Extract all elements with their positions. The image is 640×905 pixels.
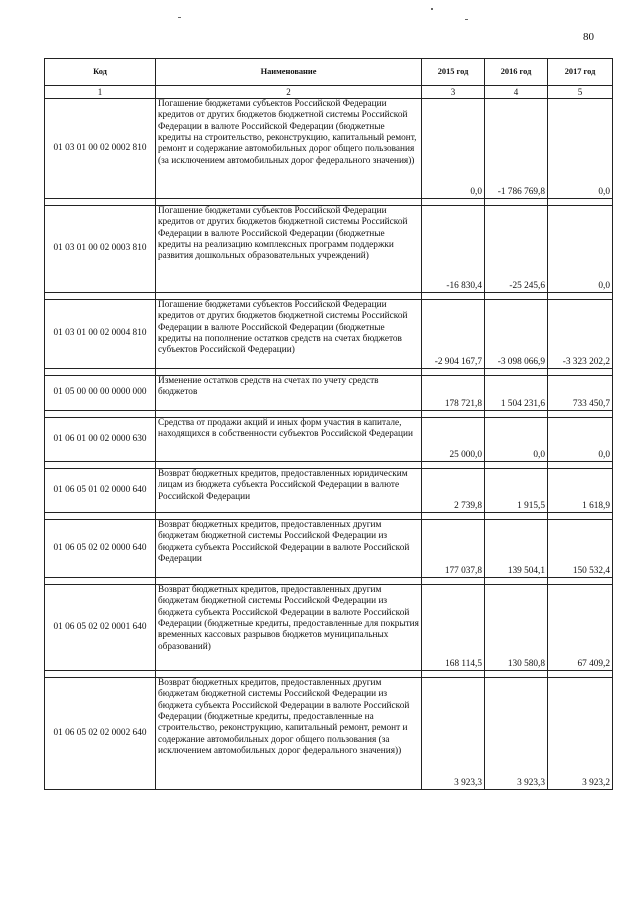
- table-row: [45, 469, 613, 513]
- value-2016: 3 923,3: [485, 678, 548, 790]
- row-name: Средства от продажи акций и иных форм участия в капитале, находящихся в собственности субъектов Российской Федерации: [156, 418, 422, 462]
- table-row: [45, 678, 613, 790]
- value-2017: 0,0: [548, 418, 613, 462]
- value-2017: -3 323 202,2: [548, 300, 613, 369]
- table-row: [45, 585, 613, 671]
- value-2016: -3 098 066,9: [485, 300, 548, 369]
- header-2015: 2015 год: [422, 59, 485, 86]
- value-2017: 67 409,2: [548, 585, 613, 671]
- row-gap: [45, 199, 613, 206]
- column-number: 3: [422, 86, 485, 99]
- column-number: 4: [485, 86, 548, 99]
- row-code: 01 03 01 00 02 0002 810: [45, 99, 156, 199]
- table-row: [45, 99, 613, 199]
- table-row: [45, 206, 613, 293]
- row-gap: [45, 671, 613, 678]
- value-2015: 178 721,8: [422, 376, 485, 411]
- value-2016: 1 915,5: [485, 469, 548, 513]
- value-2017: 150 532,4: [548, 520, 613, 578]
- column-number: 1: [45, 86, 156, 99]
- scan-speck: [431, 8, 433, 10]
- column-number: 2: [156, 86, 422, 99]
- value-2015: 3 923,3: [422, 678, 485, 790]
- row-gap: [45, 578, 613, 585]
- row-name: Погашение бюджетами субъектов Российской Федерации кредитов от других бюджетов бюджетной системы Российской Федерации в валюте Российской Федерации (бюджетные кредиты на строительство, реконструкцию, капитальный ремонт, ремонт и содержание автомобильных дорог общего пользования (за исключением автомобильных дорог федерального значения)): [156, 99, 422, 199]
- row-name: Возврат бюджетных кредитов, предоставленных юридическим лицам из бюджета субъекта Российской Федерации в валюте Российской Федерации: [156, 469, 422, 513]
- row-code: 01 06 05 01 02 0000 640: [45, 469, 156, 513]
- value-2017: 0,0: [548, 206, 613, 293]
- value-2015: 0,0: [422, 99, 485, 199]
- row-code: 01 06 01 00 02 0000 630: [45, 418, 156, 462]
- value-2016: 139 504,1: [485, 520, 548, 578]
- row-gap: [45, 462, 613, 469]
- scan-speck: [178, 17, 181, 18]
- value-2016: 130 580,8: [485, 585, 548, 671]
- header-2016: 2016 год: [485, 59, 548, 86]
- value-2017: 3 923,2: [548, 678, 613, 790]
- row-gap: [45, 293, 613, 300]
- row-name: Возврат бюджетных кредитов, предоставленных другим бюджетам бюджетной системы Российской Федерации из бюджета субъекта Российской Федерации в валюте Российской Федерации (бюджетные кредиты, предоставленные для покрытия временных кассовых разрывов бюджетов муниципальных образований): [156, 585, 422, 671]
- value-2017: 733 450,7: [548, 376, 613, 411]
- row-name: Изменение остатков средств на счетах по учету средств бюджетов: [156, 376, 422, 411]
- header-row: [45, 59, 613, 86]
- value-2015: 2 739,8: [422, 469, 485, 513]
- value-2015: 168 114,5: [422, 585, 485, 671]
- row-code: 01 05 00 00 00 0000 000: [45, 376, 156, 411]
- column-number: 5: [548, 86, 613, 99]
- table-row: [45, 300, 613, 369]
- table-row: [45, 376, 613, 411]
- page-number: 80: [583, 31, 594, 43]
- row-gap: [45, 369, 613, 376]
- row-gap: [45, 513, 613, 520]
- row-name: Погашение бюджетами субъектов Российской Федерации кредитов от других бюджетов бюджетной системы Российской Федерации в валюте Российской Федерации (бюджетные кредиты на пополнение остатков средств на счетах бюджетов субъектов Российской Федерации): [156, 300, 422, 369]
- header-code: Код: [45, 59, 156, 86]
- row-name: Погашение бюджетами субъектов Российской Федерации кредитов от других бюджетов бюджетной системы Российской Федерации в валюте Российской Федерации (бюджетные кредиты на реализацию комплексных программ поддержки развития дошкольных образовательных учреждений): [156, 206, 422, 293]
- value-2016: 1 504 231,6: [485, 376, 548, 411]
- row-code: 01 03 01 00 02 0003 810: [45, 206, 156, 293]
- row-gap: [45, 411, 613, 418]
- budget-sources-table: [44, 58, 613, 790]
- value-2015: 25 000,0: [422, 418, 485, 462]
- value-2015: -2 904 167,7: [422, 300, 485, 369]
- table-row: [45, 418, 613, 462]
- row-code: 01 06 05 02 02 0001 640: [45, 585, 156, 671]
- header-2017: 2017 год: [548, 59, 613, 86]
- row-code: 01 06 05 02 02 0000 640: [45, 520, 156, 578]
- row-code: 01 06 05 02 02 0002 640: [45, 678, 156, 790]
- value-2016: -1 786 769,8: [485, 99, 548, 199]
- value-2017: 1 618,9: [548, 469, 613, 513]
- column-number-row: [45, 86, 613, 99]
- value-2017: 0,0: [548, 99, 613, 199]
- header-name: Наименование: [156, 59, 422, 86]
- value-2016: -25 245,6: [485, 206, 548, 293]
- row-name: Возврат бюджетных кредитов, предоставленных другим бюджетам бюджетной системы Российской Федерации из бюджета субъекта Российской Федерации в валюте Российской Федерации (бюджетные кредиты, предоставленные на строительство, реконструкцию, капитальный ремонт, ремонт и содержание автомобильных дорог общего пользования (за исключением автомобильных дорог федерального значения)): [156, 678, 422, 790]
- row-code: 01 03 01 00 02 0004 810: [45, 300, 156, 369]
- table-row: [45, 520, 613, 578]
- value-2016: 0,0: [485, 418, 548, 462]
- value-2015: -16 830,4: [422, 206, 485, 293]
- row-name: Возврат бюджетных кредитов, предоставленных другим бюджетам бюджетной системы Российской Федерации из бюджета субъекта Российской Федерации в валюте Российской Федерации: [156, 520, 422, 578]
- value-2015: 177 037,8: [422, 520, 485, 578]
- scan-speck: [465, 19, 468, 20]
